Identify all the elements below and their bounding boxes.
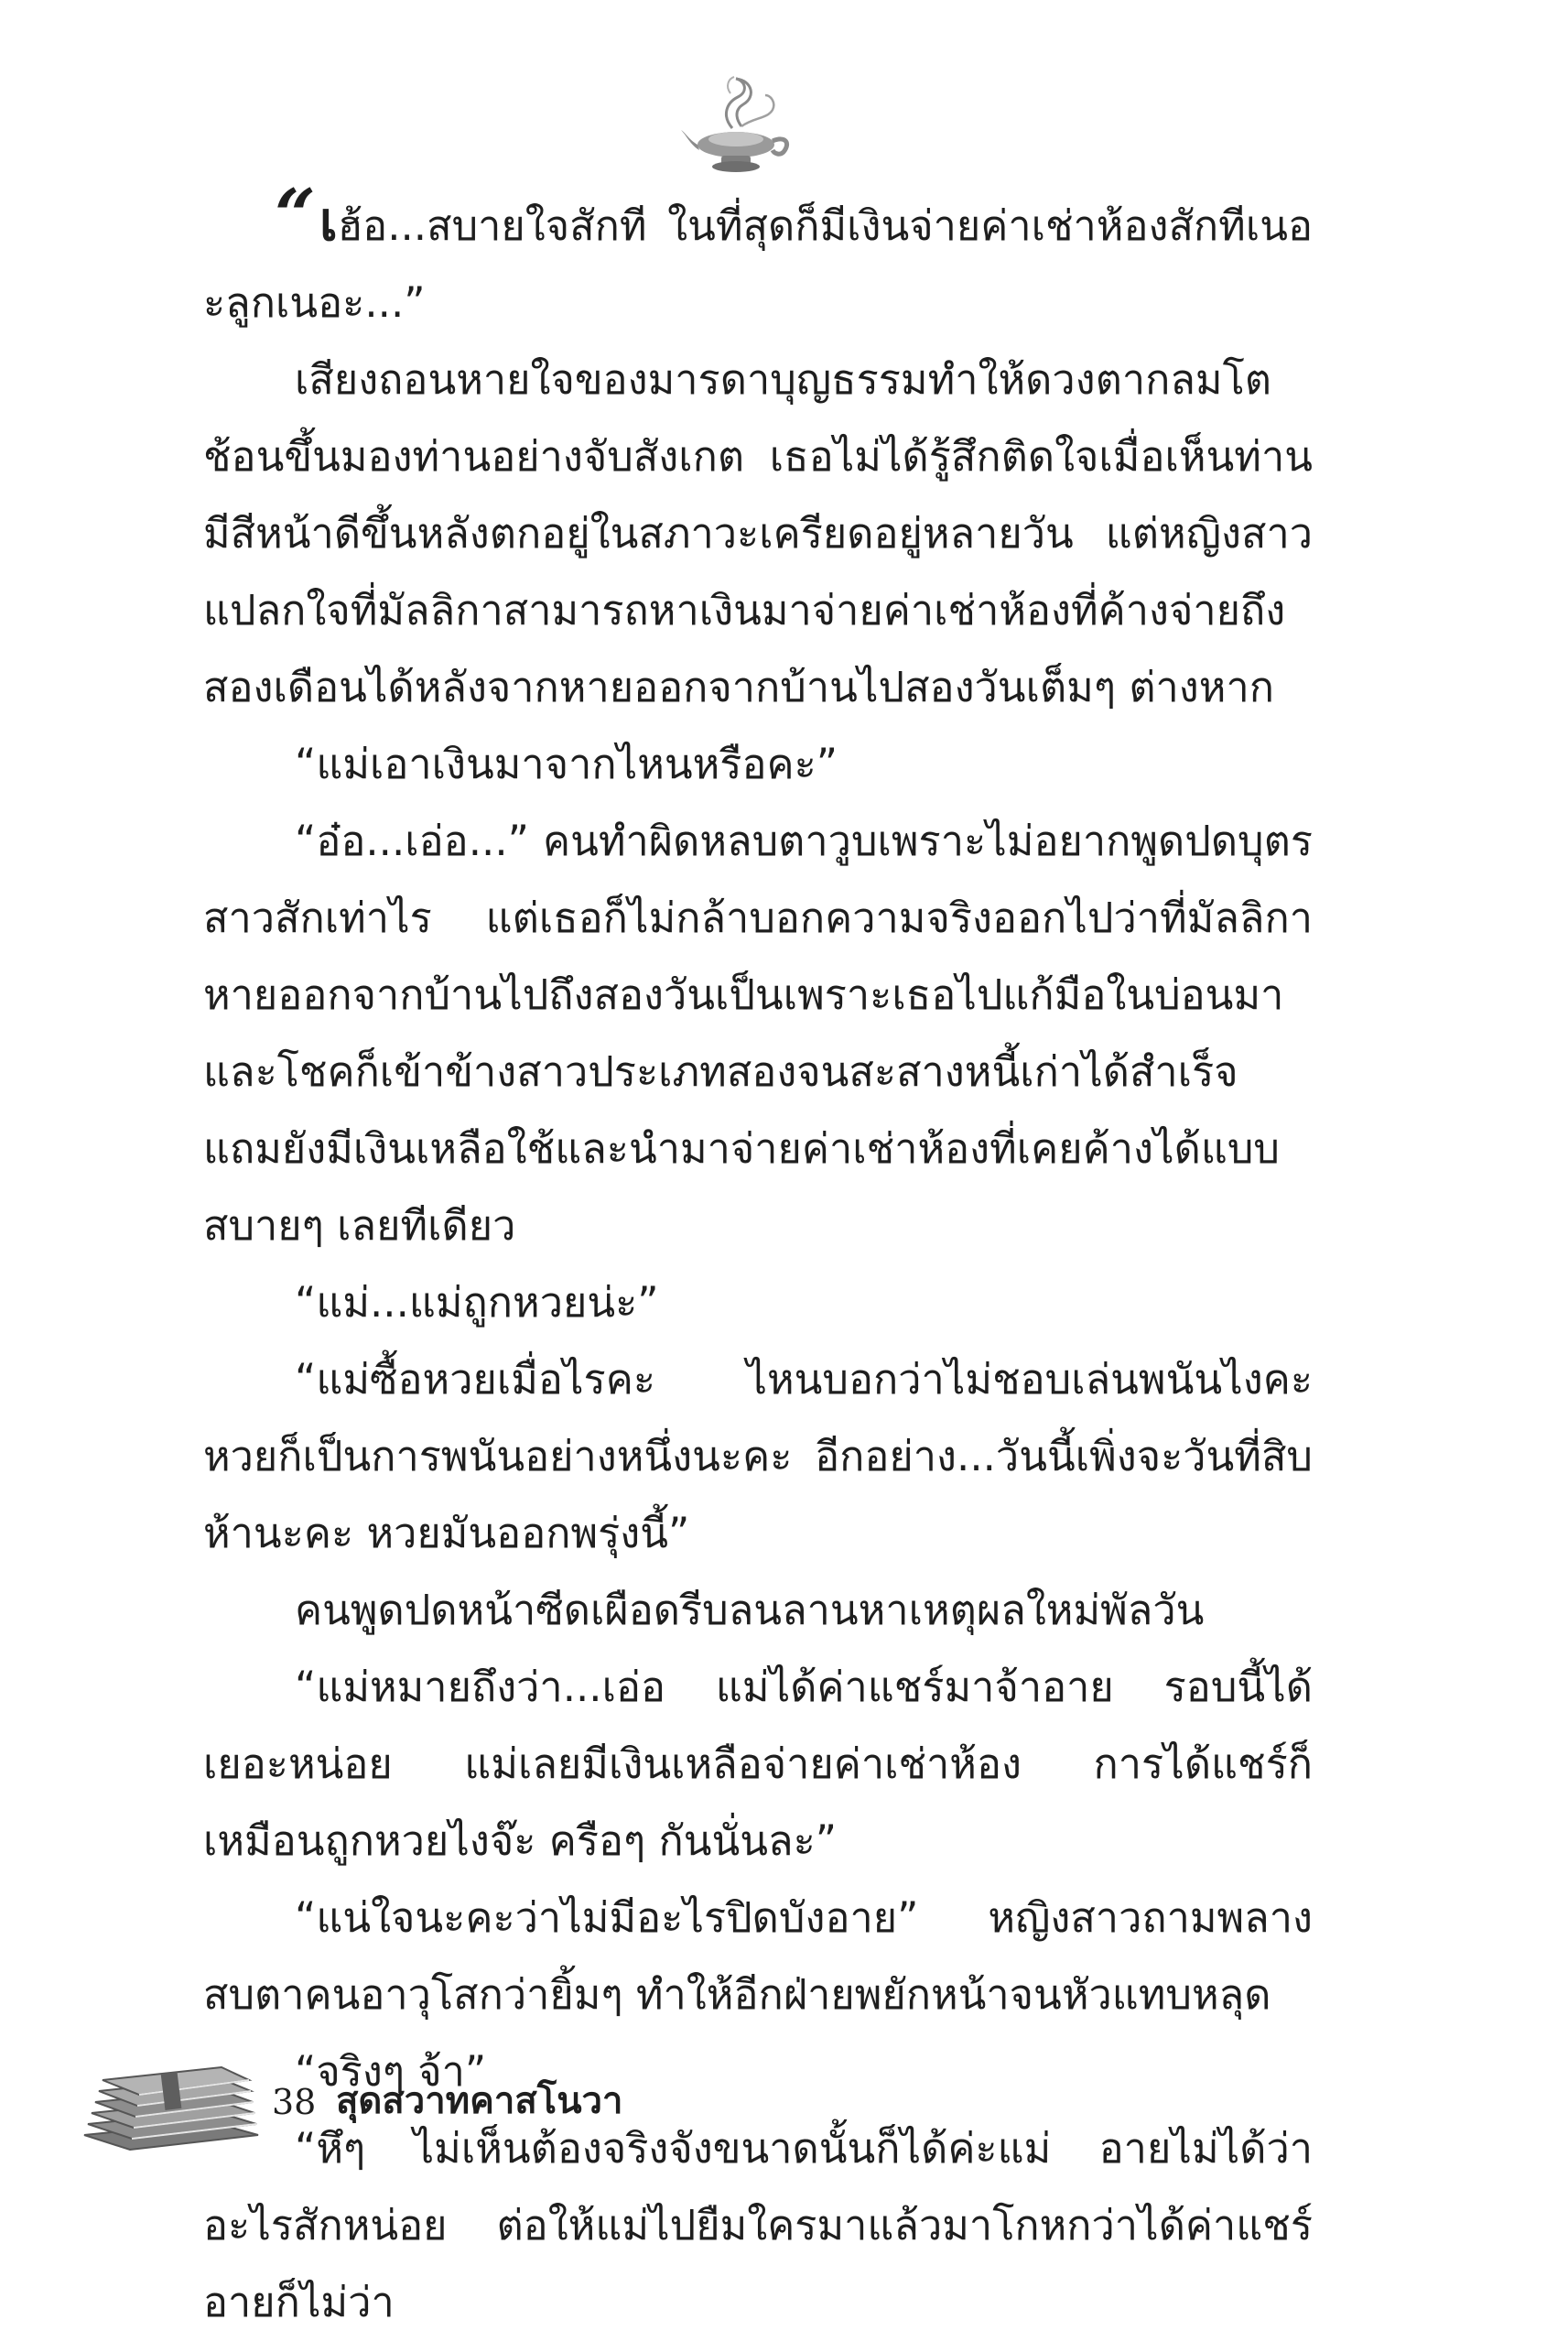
paragraph: “แม่เอาเงินมาจากไหนหรือคะ” bbox=[295, 740, 838, 788]
paragraph: เสียงถอนหายใจของมารดาบุญธรรมทำให้ดวงตากลมโตช้อนขึ้นมองท่านอย่างจับสังเกต เธอไม่ได้รู้สึกติดใจเมื่อเห็นท่านมีสีหน้าดีขึ้นหลังตกอยู่ในสภาวะเครียดอยู่หลายวัน แต่หญิงสาวแปลกใจที่มัลลิกาสามารถหาเงินมาจ่ายค่าเช่าห้องที่ค้างจ่ายถึงสองเดือนได้หลังจากหายออกจากบ้านไปสองวันเต็มๆ ต่างหาก bbox=[203, 355, 1313, 711]
paragraph: “แม่ซื้อหวยเมื่อไรคะ ไหนบอกว่าไม่ชอบเล่นพนันไงคะ หวยก็เป็นการพนันอย่างหนึ่งนะคะ อีกอย่าง...วันนี้เพิ่งจะวันที่สิบห้านะคะ หวยมันออกพรุ่งนี้” bbox=[203, 1355, 1313, 1557]
body-text bbox=[203, 174, 1313, 2341]
lamp-ornament-icon bbox=[677, 75, 796, 176]
page-number: 38 bbox=[272, 2082, 317, 2122]
paragraph: “แม่หมายถึงว่า...เอ่อ แม่ได้ค่าแชร์มาจ้าอาย รอบนี้ได้เยอะหน่อย แม่เลยมีเงินเหลือจ่ายค่าเช่าห้อง การได้แชร์ก็เหมือนถูกหวยไงจ๊ะ ครือๆ กันนั่นละ” bbox=[203, 1663, 1313, 1865]
book-title: สุดสวาทคาสโนวา bbox=[336, 2080, 623, 2122]
paragraph: “จริงๆ จ้า” bbox=[295, 2047, 487, 2096]
page-footer bbox=[75, 2051, 716, 2151]
paragraph: “แน่ใจนะคะว่าไม่มีอะไรปิดบังอาย” หญิงสาวถามพลางสบตาคนอาวุโสกว่ายิ้มๆ ทำให้อีกฝ่ายพยักหน้าจนหัวแทบหลุด bbox=[203, 1893, 1313, 2019]
drop-initial: เ bbox=[319, 190, 338, 253]
paragraph-text: ฮ้อ...สบายใจสักที ในที่สุดก็มีเงินจ่ายค่าเช่าห้องสักทีเนอะลูกเนอะ...” bbox=[203, 201, 1313, 327]
paragraph: คนพูดปดหน้าซีดเผือดรีบลนลานหาเหตุผลใหม่พัลวัน bbox=[295, 1586, 1205, 1634]
paragraph bbox=[203, 174, 1313, 341]
money-stack-icon bbox=[75, 2051, 267, 2151]
paragraph: “หึๆ ไม่เห็นต้องจริงจังขนาดนั้นก็ได้ค่ะแม่ อายไม่ได้ว่าอะไรสักหน่อย ต่อให้แม่ไปยืมใครมาแล้วมาโกหกว่าได้ค่าแชร์อายก็ไม่ว่า bbox=[203, 2124, 1313, 2326]
paragraph: “แม่...แม่ถูกหวยน่ะ” bbox=[295, 1278, 659, 1327]
opening-quote-mark: “ bbox=[275, 174, 316, 257]
paragraph: “อ๋อ...เอ่อ...” คนทำผิดหลบตาวูบเพราะไม่อยากพูดปดบุตรสาวสักเท่าไร แต่เธอก็ไม่กล้าบอกความจริงออกไปว่าที่มัลลิกาหายออกจากบ้านไปถึงสองวันเป็นเพราะเธอไปแก้มือในบ่อนมา และโชคก็เข้าข้างสาวประเภทสองจนสะสางหนี้เก่าได้สำเร็จ แถมยังมีเงินเหลือใช้และนำมาจ่ายค่าเช่าห้องที่เคยค้างได้แบบสบายๆ เลยทีเดียว bbox=[203, 817, 1313, 1250]
